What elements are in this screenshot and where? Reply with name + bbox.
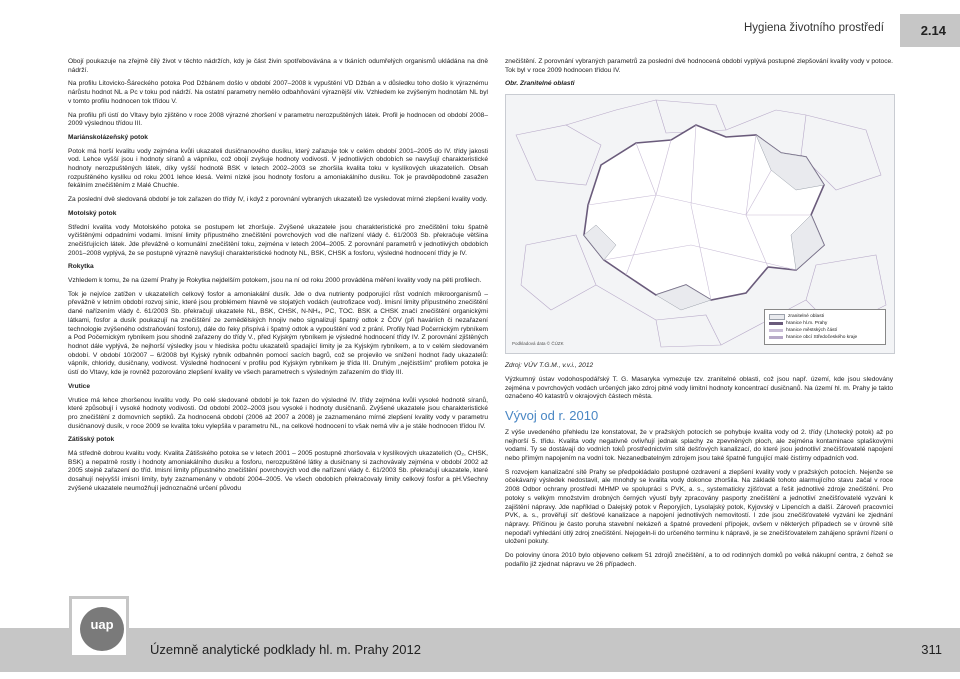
paragraph: Má středně dobrou kvalitu vody. Kvalita Zátišského potoka se v letech 2001 – 2005 postupně zhoršovala v kyslíkových ukazatelích (O₂, CHSK, BSK) a nepatrně rostly i hodnoty amoniakálního dusíku a fosforu, nerozpuštěné látky a dusičnany si zachovávaly zejména v období 2002 až 2005 stejně zařazení do tříd. Imisní limity přípustného znečištění povrchových vod dle nařízení vlády č. 61/2003 Sb. překračují ukazatele, které dosahují nejvyšší imisní limity, byly zaznamenány v období 2004–2005. Ve všech obdobích překračovaly limity celkový fosfor a pH.Všechny zvýšené ukazatele neumožňují jednoznačné určení původu	[68, 450, 488, 492]
paragraph: Na profilu Litovicko-Šáreckého potoka Pod Džbánem došlo v období 2007–2008 k vypuštění VD Džbán a v důsledku toho došlo k výraznému nárůstu hodnot NL a Pc v toku pod nádrží. Na ostatní parametry nemělo odbahňování výraznější vliv. Vzhledem ke zvýšeným hodnotám NL byl v tomto profilu hodnocen tok třídou V.	[68, 80, 488, 105]
legend-item: zranitelné oblasti	[769, 313, 881, 320]
footer-page-number: 311	[921, 642, 942, 657]
section-heading-vrutice: Vrutice	[68, 382, 90, 390]
paragraph: znečištění. Z porovnání vybraných parametrů za poslední dvě hodnocená období vyplývá postupné zlepšování kvality vody v potoce. Tok byl v roce 2009 hodnocen třídou IV.	[505, 58, 893, 74]
section-heading-rokytka: Rokytka	[68, 263, 94, 271]
map-credit: Podkladová data © ČÚZK	[512, 341, 564, 347]
logo-text: uap	[90, 617, 114, 632]
footer-bar	[0, 628, 960, 672]
vulnerable-areas-map	[505, 94, 895, 354]
legend-item: hranice městských částí	[769, 327, 881, 334]
map-legend	[764, 309, 886, 345]
section-heading-marianskolazensky: Mariánskolázeňský potok	[68, 133, 148, 141]
page-code: 2.14	[920, 23, 946, 38]
header-title: Hygiena životního prostředí	[744, 22, 884, 34]
figure-source: Zdroj: VÚV T.G.M., v.v.i., 2012	[505, 362, 594, 370]
paragraph: Střední kvalita vody Motolského potoka se postupem let zhoršuje. Zvýšené ukazatele jsou charakteristické pro znečištění toku špatně vyčištěnými odpadními vodami. Imisní limity přípustného znečištění povrchových vod dle nařízení vlády č. 61/2003 Sb. překračuje většina znečišťujících látek. Jde převážně o komunální znečištění toku, zejména v letech 2004–2005. Z porovnání parametrů v jednotlivých obdobích 2001–2008 vyplývá, že se postupně výrazně navyšují charakteristické hodnoty NL, BSK, CHSK a fosforu, výsledné hodnocení třídy je IV.	[68, 223, 488, 257]
paragraph: Výzkumný ústav vodohospodářský T. G. Masaryka vymezuje tzv. zranitelné oblasti, což jsou např. území, kde jsou sledovány zejména v povrchových vodách určených jako zdroj pitné vody limitní hodnoty koncentrací dusičnanů. Na území hl. m. Prahy je takto označeno 40 katastrů v okrajových částech města.	[505, 375, 893, 401]
section-heading-motolsky: Motolský potok	[68, 209, 117, 217]
paragraph: Do poloviny února 2010 bylo objeveno celkem 51 zdrojů znečištění, a to od rodinných domků po velká nákupní centra, z čehož se podařilo již zjednat nápravu ve 26 případech.	[505, 552, 893, 568]
paragraph: Z výše uvedeného přehledu lze konstatovat, že v pražských potocích se pohybuje kvalita vody od 2. třídy (Lhotecký potok) až po nejhorší 5. třídu. Kvalita vody negativně ovlivňují jednak splachy ze zpevněných ploch, ale zejména kontaminace splaškovými vodami. Ty se dostávají do vodních toků prostřednictvím sítě dešťových kanalizací, do které jsou jednotliví znečišťovatelé napojení nebo přímým napojením na vodní tok. Nezanedbatelným zdrojem jsou také špatně fungující malé čistírny odpadních vod.	[505, 428, 893, 463]
right-column	[505, 58, 893, 574]
section-heading-zatissky: Zátišský potok	[68, 436, 115, 444]
paragraph: Obojí poukazuje na zřejmě čilý život v těchto nádržích, kdy je část živin spotřebovávána a v tkáních odumřelých organismů ukládána na dně nádrží.	[68, 58, 488, 74]
paragraph: Za poslední dvě sledovaná období je tok zařazen do třídy IV, i když z porovnání vybraných ukazatelů lze vysledovat mírné zlepšení kvality vody.	[68, 196, 488, 204]
paragraph: Tok je nejvíce zatížen v ukazatelích celkový fosfor a amoniakální dusík. Jde o dva nutrienty podporující růst vodních mikroorganismů – převážně v letním období rozvoj sinic, které jsou problémem hlavně ve stojatých vodách (eutrofizace vod). Imisní limity přípustného znečištění dané nařízením vlády č. 61/2003 Sb. překračují ukazatele NL, BSK, CHSK, N-NH₄, PC, TOC. BSK a CHSK značí znečištění organickými látkami, fosfor a dusík poukazují na znečištění ze zemědělských hnojiv nebo signalizují špatný odtok z ČOV (při haváriích či nezařazení technologie zvýšeného odstraňování fosforu), dále do řeky přispívá i špatný odtok a vypouštění vod z prání. Profily Nad Počernickým rybníkem a Pod Počernickým rybníkem jsou shodně zařazeny do třídy V., před Kyjským rybníkem je výsledné hodnocení třídy IV. Z porovnání zjištěných hodnot dále vyplývá, že nejhorší výsledky jsou v hlediska počtu ukazatelů spadající limity je za Kyjským rybníkem, a to v celém sledovaném období. V období 10/2007 – 6/2008 byl Kyjský rybník odbahněn pomocí sacích bagrů, což se projevilo ve snížení hodnot řady ukazatelů: vápník, chloridy, dusičnany, vodivost. Výsledné hodnocení v profilu pod Kyjským rybníkem je třída III. Druhým „nejčistším" profilem potoka je ústí do Vltavy, kde je rovněž pozorováno zlepšení kvality ve všech parametrech s výsledným zařazením do třídy III.	[68, 290, 488, 377]
paragraph: Vrutice má lehce zhoršenou kvalitu vody. Po celé sledované období je tok řazen do výsledné IV. třídy zejména kvůli vysoké hodnotě síranů, které způsobují i vysoké hodnoty vodivosti. Od období 2002–2003 jsou vysoké i hodnoty dusičnanů. Zvýšené ukazatele jsou charakteristické pro znečištění z domovních septiků. Za hodnocená období (2006 až 2007 a 2008) je zaznamenáno mírné zlepšení kvality vody v parametru dusičnanový dusík, v roce 2009 se kvalita toku vylepšila v parametru NL, na celkové hodnocení to však nemá vliv a je stále hodnocen třídou IV.	[68, 396, 488, 430]
legend-item: hranice obcí Středočeského kraje	[769, 334, 881, 341]
footer-title: Územně analytické podklady hl. m. Prahy 2012	[150, 642, 421, 657]
figure-caption: Obr. Zranitelné oblasti	[505, 80, 575, 88]
legend-item: hranice hl.m. Prahy	[769, 320, 881, 327]
paragraph: Na profilu při ústí do Vltavy bylo zjištěno v roce 2008 výrazné zhoršení v parametru nerozpuštěných látek. Profil je hodnocen od období 2008–2009 výslednou třídou III.	[68, 111, 488, 128]
paragraph: Vzhledem k tomu, že na území Prahy je Rokytka nejdelším potokem, jsou na ní od roku 2000 prováděna měření kvality vody na pěti profilech.	[68, 277, 482, 285]
paragraph: Potok má horší kvalitu vody zejména kvůli ukazateli dusičnanového dusíku, který zařazuje tok v celém období 2001–2005 do IV. třídy jakosti vod. Lehce vyšší jsou i hodnoty síranů a vápníku, což obojí zvyšuje hodnoty vodivosti. V jednotlivých obdobích se navyšují charakteristické hodnoty nerozpuštěných látek, díky vyšší hodnotě BSK v letech 2002–2003 se zhoršila kvalita toku v kyslíkových ukazatelích. Obsah rozpuštěného kyslíku od roku 2001 lehce klesá. Velmi nízké jsou hodnoty fosforu a amoniakálního dusíku. Tok je pravděpodobně zasažen fekálním znečištěním z Malé Chuchle.	[68, 147, 488, 190]
paragraph: S rozvojem kanalizační sítě Prahy se předpokládalo postupné ozdravení a zlepšení kvality vody v pražských potocích. Nejenže se očekávaný výsledek nedostavil, ale mnohdy se kvalita vody dokonce zhoršila. Na základě tohoto alarmujícího stavu začal v roce 2008 Odbor ochrany prostředí MHMP ve spolupráci s PVK, a. s., systematicky zjišťovat a řešit jednotlivé zdroje znečištění. Pro potoky s velkým množstvím drobných černých výustí byly zpracovány pasporty znečištění a jednotliví znečišťovatelé vyzváni k zajištění nápravy. Jde například o Dalejský potok v Řeporyjích, Lysolajský potok, Kyjovský v Lipencích a další. Zároveň pracovníci PVK, a. s., prověřují síť dešťové kanalizace a napojení jednotlivých nemovitostí. I zde jsou znečišťovatelé vyzváni ke zjednání nápravy. Příčinou je často poruha stavební nekázeň a špatné provedení přípojek, ovšem v některých případech se v úrovně sítě nepodaří vyhledání útlý zdroj znečištění. Nejogeln-li do určeného termínu k nápravě, je se znečišťovatelem zahájeno správní řízení o uložení pokuty.	[505, 468, 893, 546]
uap-logo	[69, 596, 129, 658]
left-column	[68, 58, 488, 496]
section-title: Vývoj od r. 2010	[505, 407, 599, 423]
